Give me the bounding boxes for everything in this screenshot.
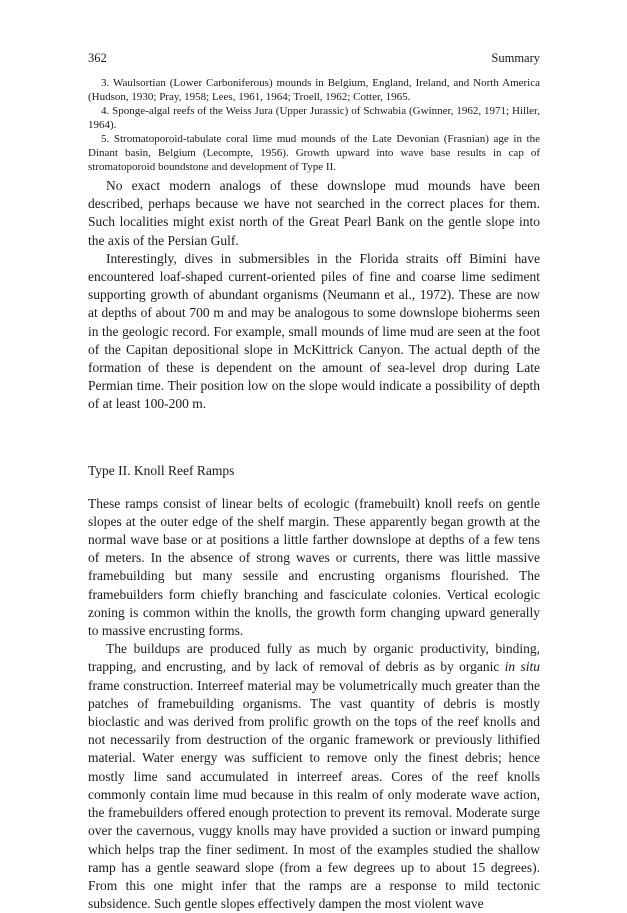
body-paragraph: Interestingly, dives in submersibles in the Florida straits off Bimini have encountered loaf-shaped current-oriented piles of fine and coarse lime sediment supporting growth of abundant organisms (Neumann et al., 1972). These are now at depths of about 700 m and may be analogous to some downslope bioherms seen in the geologic record. For example, small mounds of lime mud are seen at the foot of the Capitan depositional slope in McKittrick Canyon. The actual depth of the formation of these is dependent on the amount of sea-level drop during Late Permian time. Their position low on the slope would indicate a possibility of depth of at least 100-200 m. — [88, 250, 540, 412]
section-heading: Type II. Knoll Reef Ramps — [88, 462, 235, 478]
italic-term: in situ — [504, 659, 540, 675]
body-paragraph — [88, 640, 540, 913]
page — [88, 50, 540, 913]
list-item: 5. Stromatoporoid-tabulate coral lime mud mounds of the Late Devonian (Frasnian) age in the Dinant basin, Belgium (Lecompte, 1956). Growth upward into wave base results in cap of stromatoporoid boundstone and development of Type II. — [88, 133, 540, 173]
running-head — [88, 50, 540, 66]
text-run: The buildups are produced fully as much by organic productivity, binding, trapping, and encrusting, and by lack of removal of debris as by organic — [88, 641, 540, 675]
list-item: 3. Waulsortian (Lower Carboniferous) mounds in Belgium, England, Ireland, and North America (Hudson, 1930; Pray, 1958; Lees, 1961, 1964; Troell, 1962; Cotter, 1965. — [88, 77, 540, 103]
text-run: frame construction. Interreef material may be volumetrically much greater than the patches of framebuilding organisms. The vast quantity of debris is mostly bioclastic and was derived from prolific growth on the tops of the reef knolls and not necessarily from destruction of the organic framework or previously lithified material. Water energy was sufficient to remove only the finest debris; hence mostly lime sand accumulated in interreef areas. Cores of the reef knolls commonly contain lime mud because in this realm of only moderate wave action, the framebuilders offered enough protection to prevent its removal. Moderate surge over the cavernous, vuggy knolls may have provided a suction or inward pumping which helps trap the finer sediment. In most of the examples studied the shallow ramp has a gentle seaward slope (from a few degrees up to about 15 degrees). From this one might infer that the ramps are a response to mild tectonic subsidence. Such gentle slopes effectively dampen the most violent wave — [88, 677, 540, 912]
running-head-section: Summary — [491, 51, 540, 65]
body-paragraph: These ramps consist of linear belts of ecologic (framebuilt) knoll reefs on gentle slopes at the outer edge of the shelf margin. These apparently began growth at the normal wave base or at positions a little farther downslope at depths of a few tens of meters. In the absence of strong waves or currents, there was little massive framebuilding but many sessile and encrusting organisms flourished. The framebuilders form chiefly branching and fasciculate colonies. Vertical ecologic zoning is common within the knolls, the growth form changing upward generally to massive encrusting forms. — [88, 495, 540, 639]
section-gap — [88, 414, 540, 462]
list-item: 4. Sponge-algal reefs of the Weiss Jura (Upper Jurassic) of Schwabia (Gwinner, 1962, 1971; Hiller, 1964). — [88, 105, 540, 131]
body-paragraph: No exact modern analogs of these downslope mud mounds have been described, perhaps because we have not searched in the correct places for them. Such localities might exist north of the Great Pearl Bank on the gentle slope into the axis of the Persian Gulf. — [88, 178, 540, 248]
reference-list — [88, 76, 540, 174]
page-number: 362 — [88, 51, 107, 65]
